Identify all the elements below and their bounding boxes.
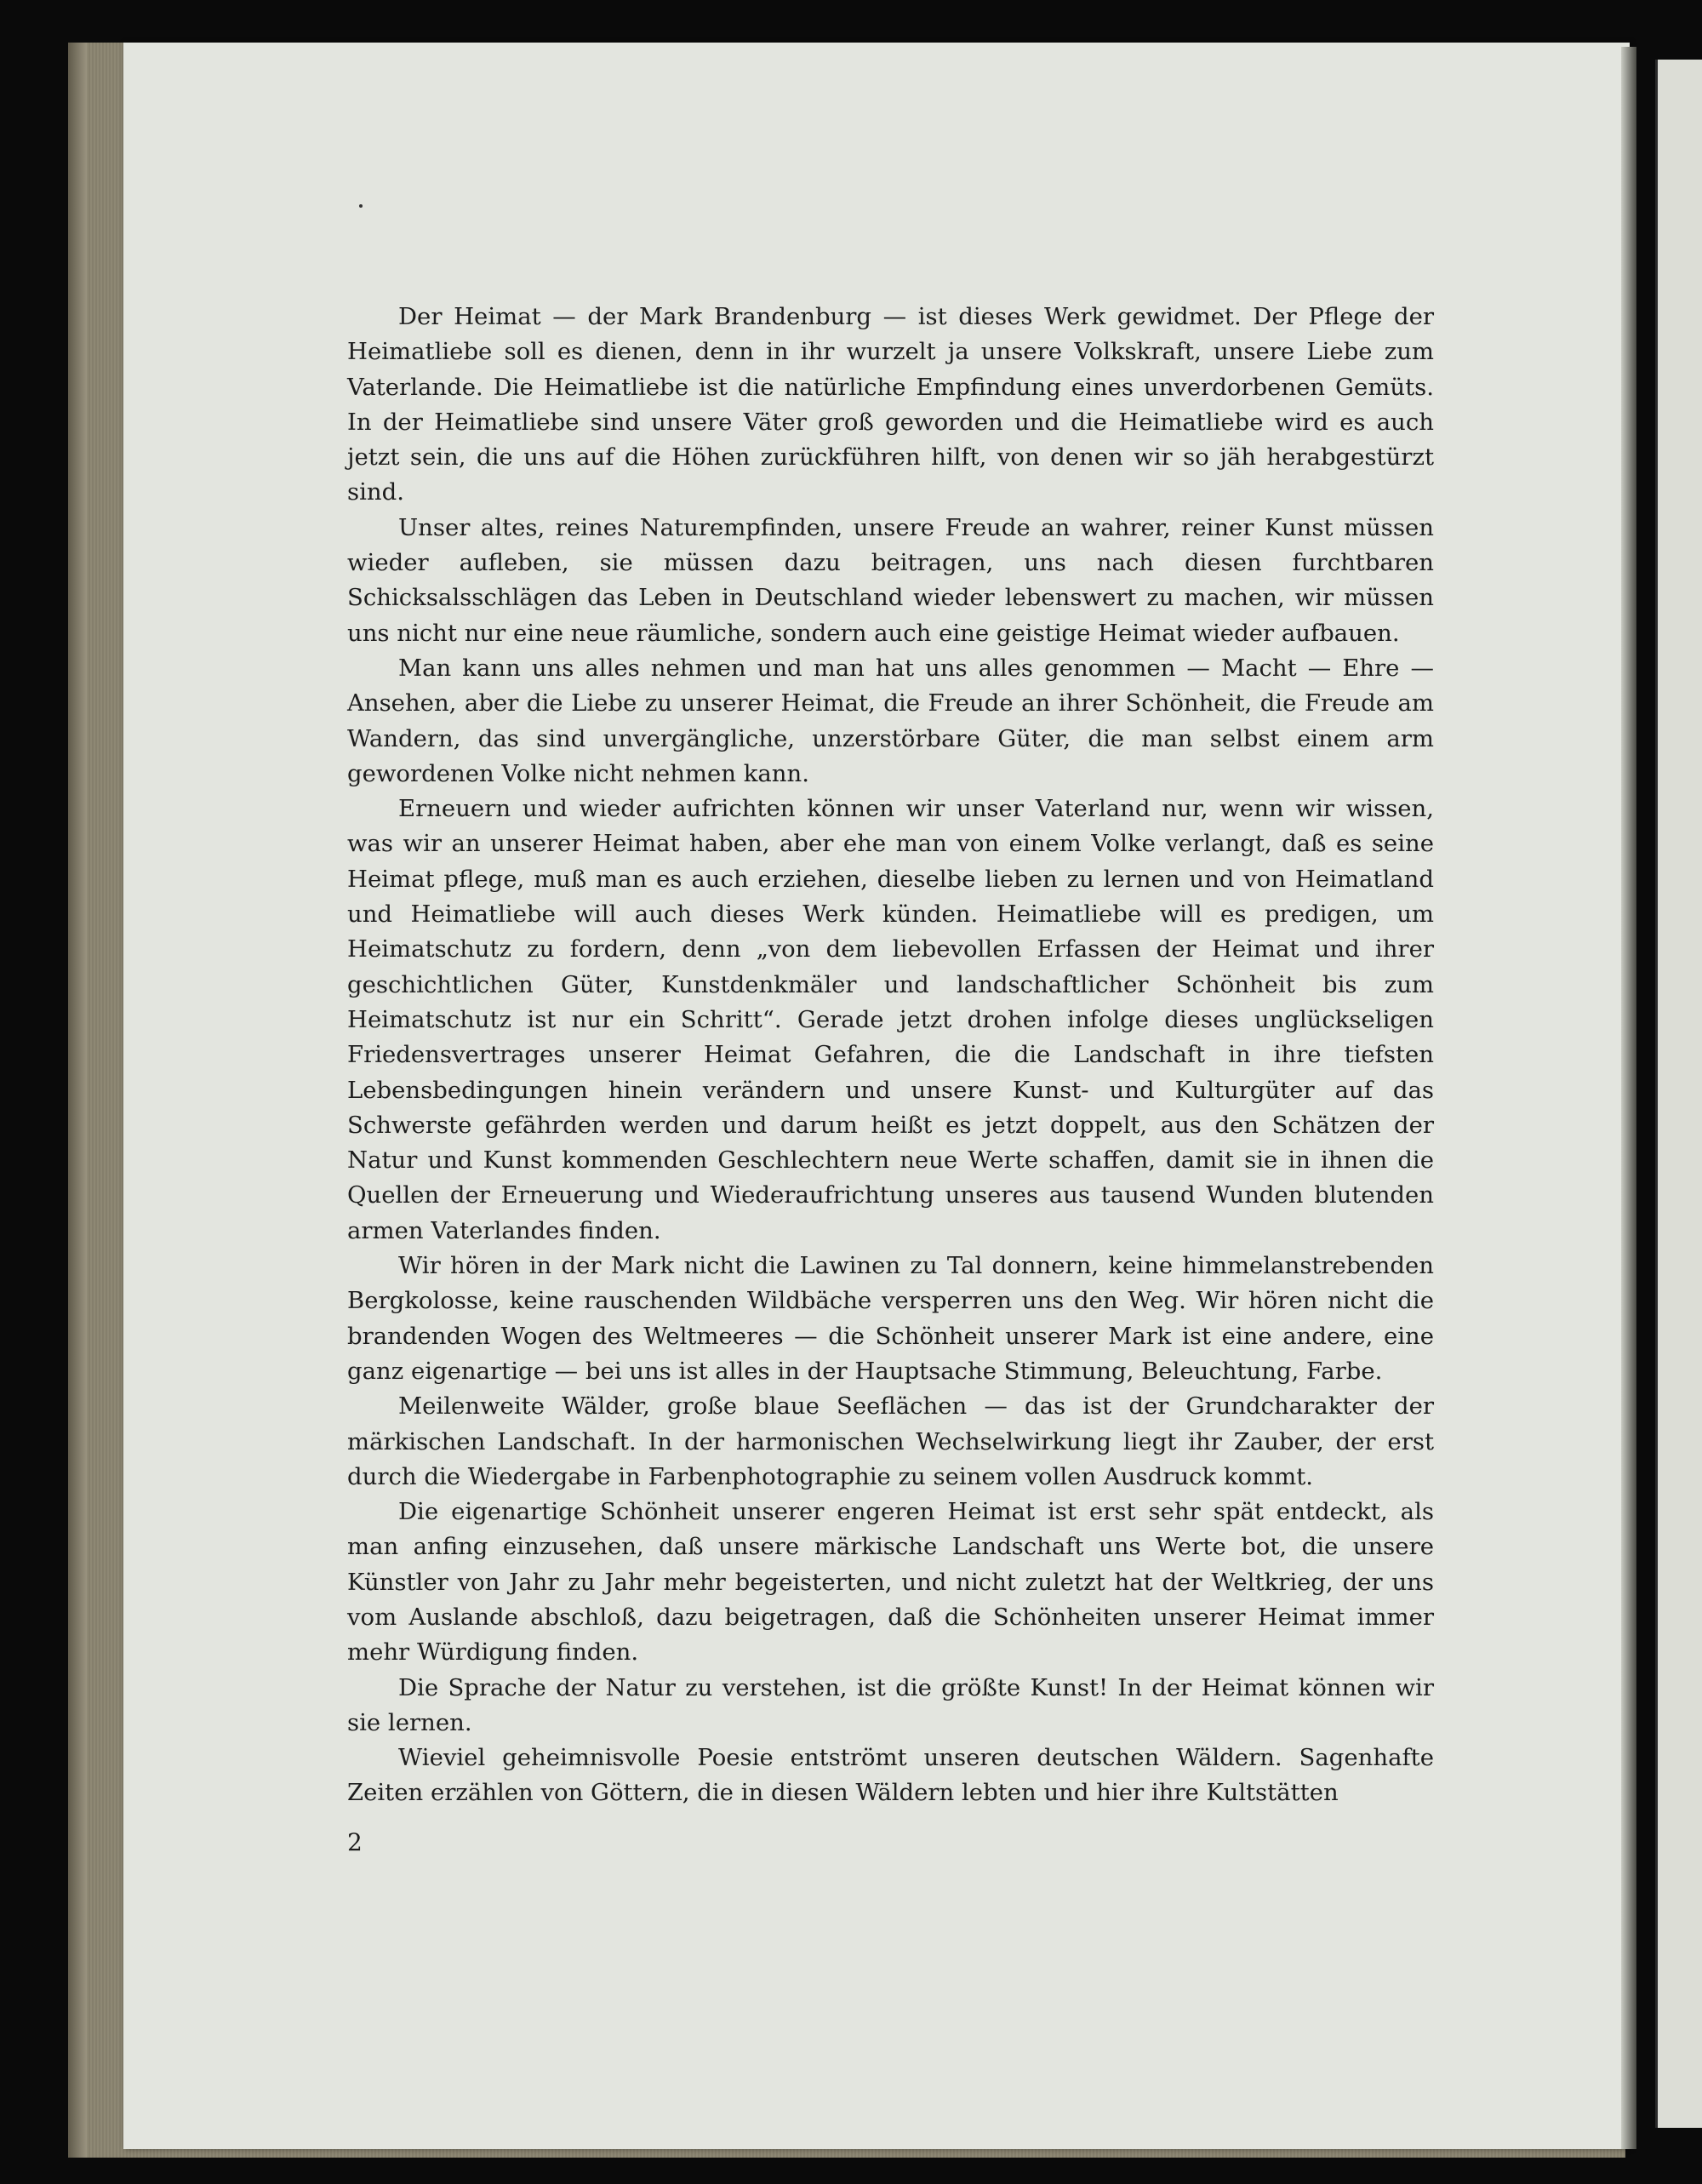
paragraph: Wir hören in der Mark nicht die Lawinen zu Tal donnern, keine himmelanstrebenden Bergkolosse, keine rauschenden Wildbäche versperren uns den Weg. Wir hören nicht die brandenden Wogen des Weltmeeres — die Schönheit unserer Mark ist eine andere, eine ganz eigenartige — bei uns ist alles in der Hauptsache Stimmung, Beleuchtung, Farbe. [347,1252,1434,1385]
paper-speck [359,204,363,208]
paragraph: Man kann uns alles nehmen und man hat uns alles genommen — Macht — Ehre — Ansehen, aber die Liebe zu unserer Heimat, die Freude an ihrer Schönheit, die Freude am Wandern, das sind unvergängliche, unzerstörbare Güter, die man selbst einem arm gewordenen Volke nicht nehmen kann. [347,654,1434,787]
page-number: 2 [347,1828,363,1856]
cover-board-edge [68,43,87,2158]
paragraph: Meilenweite Wälder, große blaue Seeflächen — das ist der Grundcharakter der märkischen Landschaft. In der harmonischen Wechselwirkung liegt ihr Zauber, der erst durch die Wiedergabe in Farbenphotographie zu seinem vollen Ausdruck kommt. [347,1392,1434,1490]
paragraph: Erneuern und wieder aufrichten können wir unser Vaterland nur, wenn wir wissen, was wir an unserer Heimat haben, aber ehe man von einem Volke verlangt, daß es seine Heimat pflege, muß man es auch erziehen, dieselbe lieben zu lernen und von Heimatland und Heimatliebe will auch dieses Werk künden. Heimatliebe will es predigen, um Heimatschutz zu fordern, denn „von dem liebevollen Erfassen der Heimat und ihrer geschichtlichen Güter, Kunstdenkmäler und landschaftlicher Schönheit bis zum Heimatschutz ist nur ein Schritt“. Gerade jetzt drohen infolge dieses unglückseligen Friedensvertrages unserer Heimat Gefahren, die die Landschaft in ihre tiefsten Lebensbedingungen hinein verändern und unsere Kunst- und Kulturgüter auf das Schwerste gefährden werden und darum heißt es jetzt doppelt, aus den Schätzen der Natur und Kunst kommenden Geschlechtern neue Werte schaffen, damit sie in ihnen die Quellen der Erneuerung und Wiederaufrichtung unseres aus tausend Wunden blutenden armen Vaterlandes finden. [347,795,1434,1244]
page-gutter-shadow [1621,47,1636,2149]
paragraph: Die eigenartige Schönheit unserer engeren Heimat ist erst sehr spät entdeckt, als man anfing einzusehen, daß unsere märkische Landschaft uns Werte bot, die unsere Künstler von Jahr zu Jahr mehr begeisterten, und nicht zuletzt hat der Weltkrieg, der uns vom Auslande abschloß, dazu beigetragen, daß die Schönheiten unserer Heimat immer mehr Würdigung finden. [347,1498,1434,1667]
body-text [347,300,1434,1811]
paragraph: Die Sprache der Natur zu verstehen, ist die größte Kunst! In der Heimat können wir sie lernen. [347,1673,1434,1736]
facing-page-edge [1655,60,1702,2128]
paragraph: Unser altes, reines Naturempfinden, unsere Freude an wahrer, reiner Kunst müssen wieder aufleben, sie müssen dazu beitragen, uns nach diesen furchtbaren Schicksalsschlägen das Leben in Deutschland wieder lebenswert zu machen, wir müssen uns nicht nur eine neue räumliche, sondern auch eine geistige Heimat wieder aufbauen. [347,513,1434,647]
paragraph: Der Heimat — der Mark Brandenburg — ist dieses Werk gewidmet. Der Pflege der Heimatliebe soll es dienen, denn in ihr wurzelt ja unsere Volkskraft, unsere Liebe zum Vaterlande. Die Heimatliebe ist die natürliche Empfindung eines unverdorbenen Gemüts. In der Heimatliebe sind unsere Väter groß geworden und die Heimatliebe wird es auch jetzt sein, die uns auf die Höhen zurückführen hilft, von denen wir so jäh herabgestürzt sind. [347,303,1434,506]
paragraph: Wieviel geheimnisvolle Poesie entströmt unseren deutschen Wäldern. Sagenhafte Zeiten erzählen von Göttern, die in diesen Wäldern lebten und hier ihre Kultstätten [347,1744,1434,1807]
